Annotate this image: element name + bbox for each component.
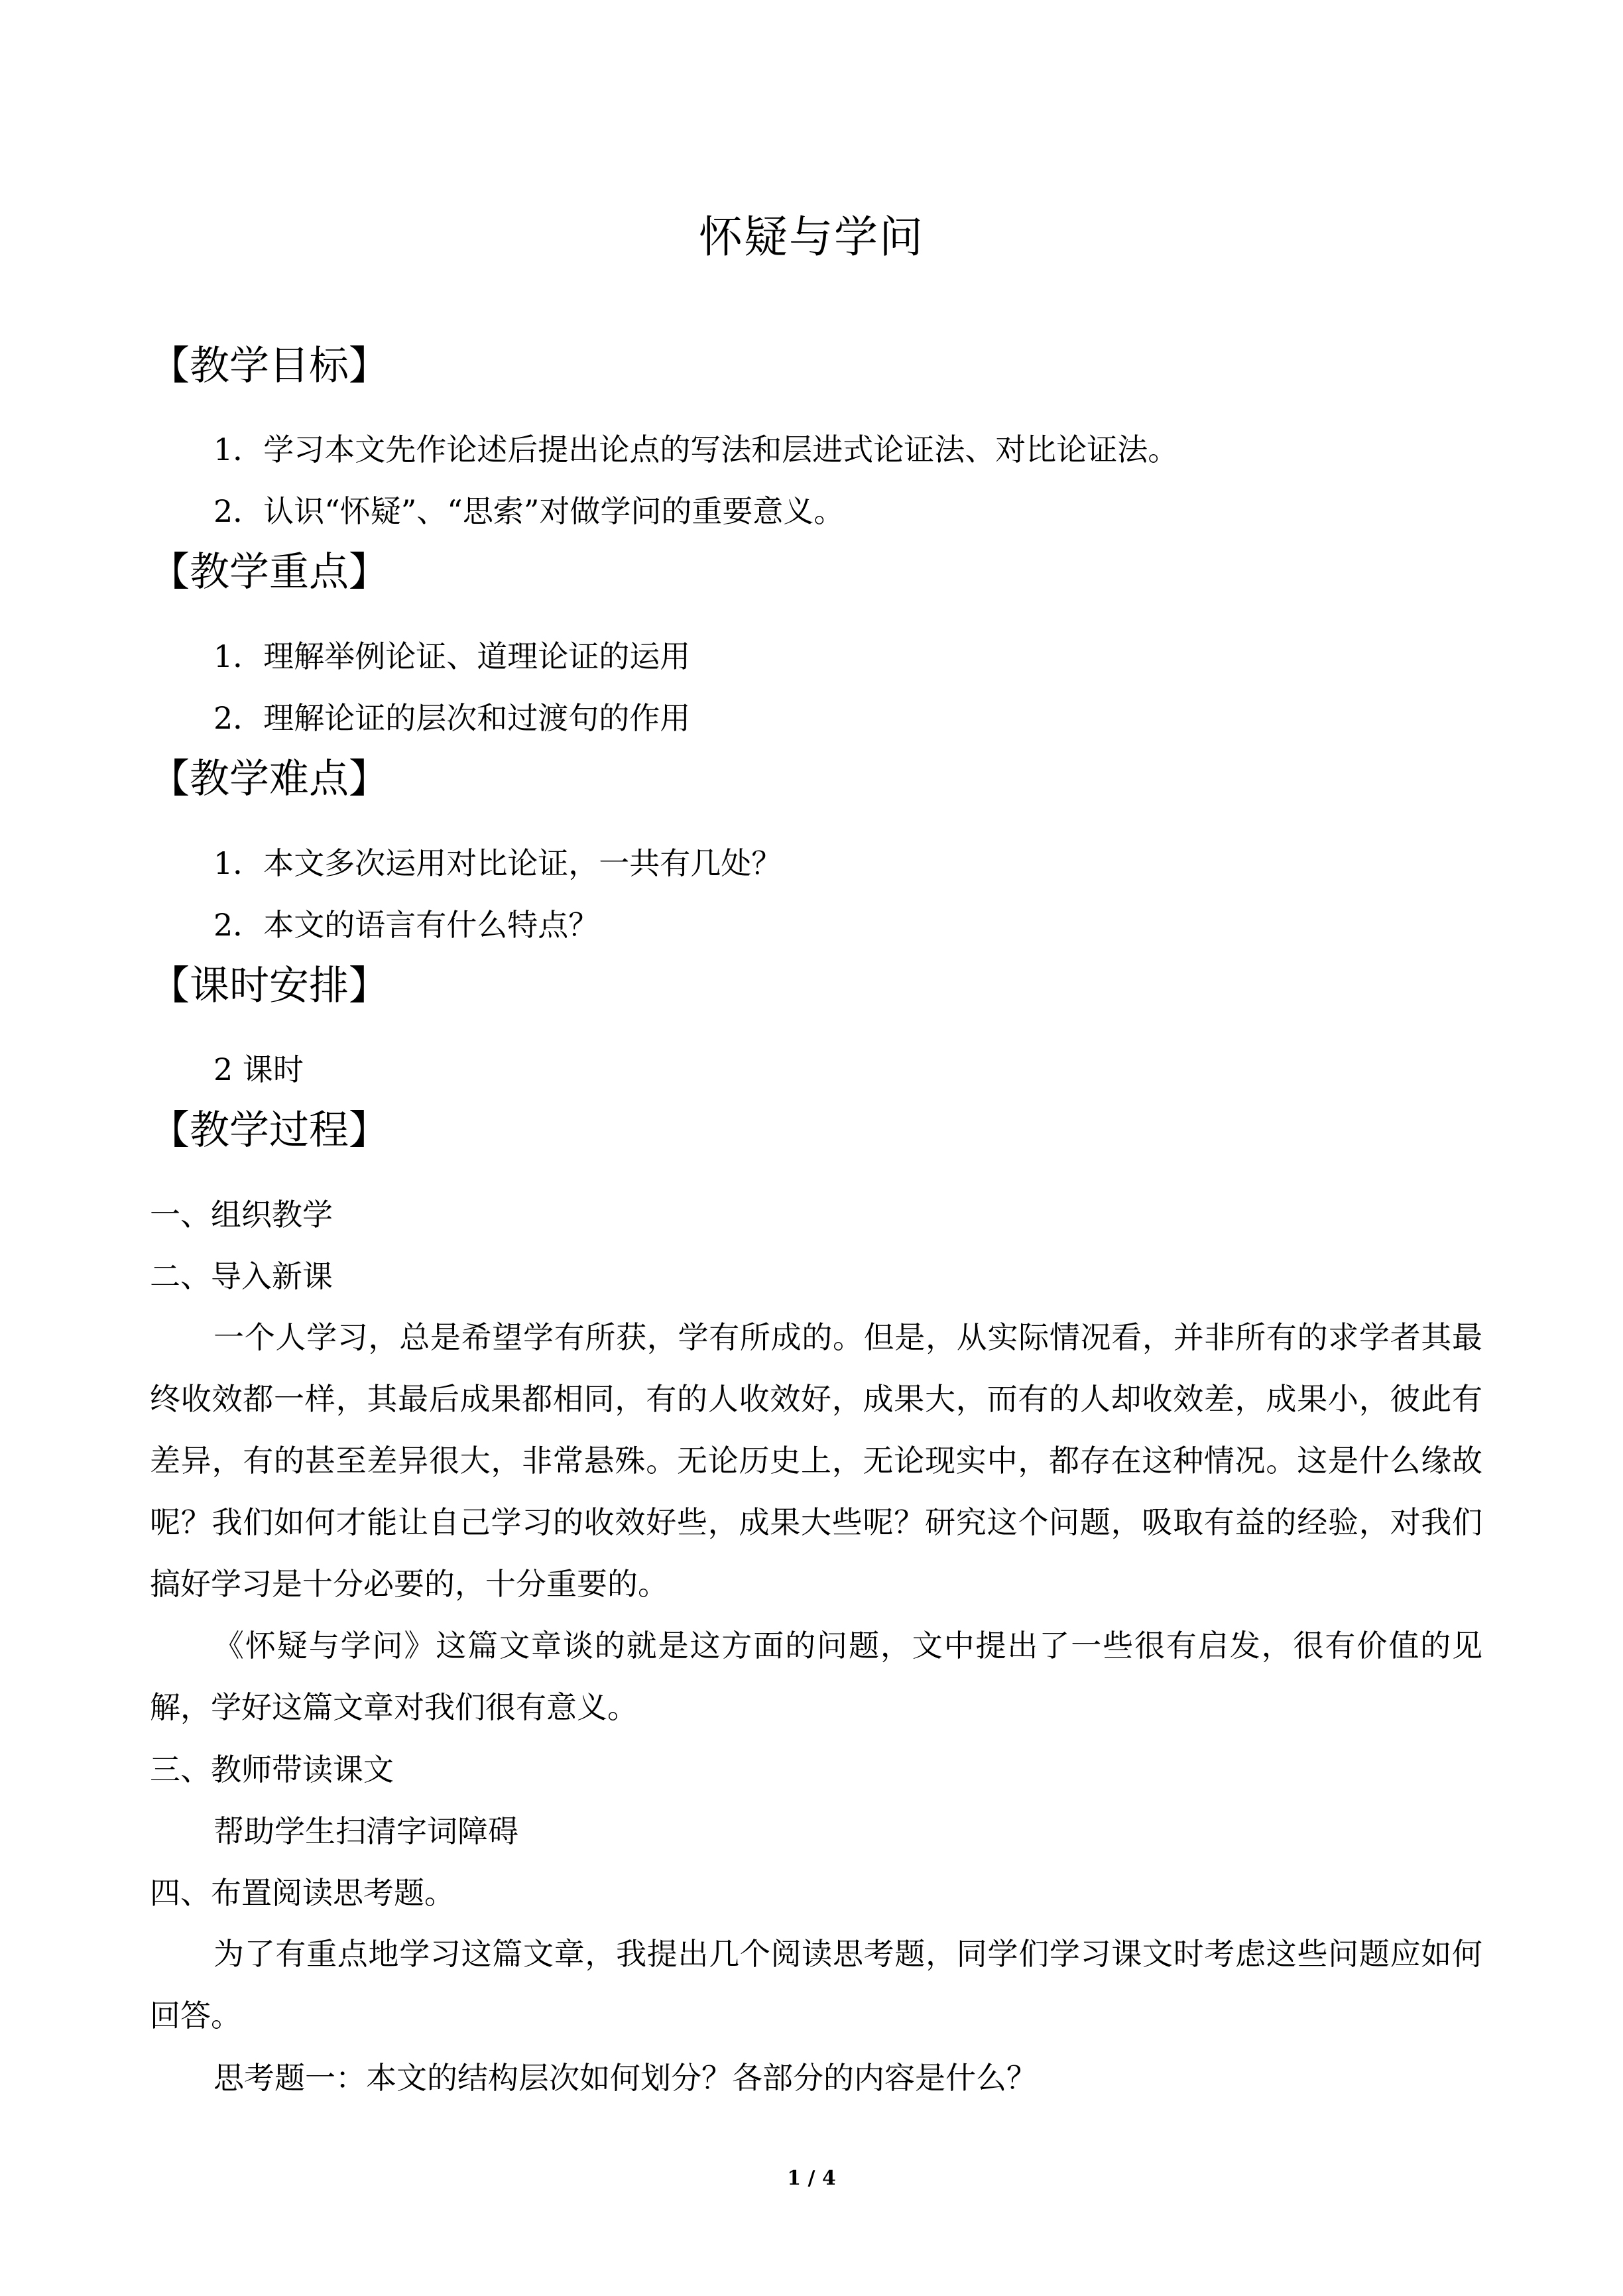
goal-item-2: 2．认识“怀疑”、“思索”对做学问的重要意义。 <box>213 493 845 529</box>
difficulty-item-1: 1．本文多次运用对比论证，一共有几处？ <box>213 845 782 881</box>
key-point-item-2: 2．理解论证的层次和过渡句的作用 <box>213 700 691 736</box>
heading-teaching-process: 【教学过程】 <box>150 1107 389 1154</box>
step-4-paragraph: 为了有重点地学习这篇文章，我提出几个阅读思考题，同学们学习课文时考虑这些问题应如何回答。 <box>150 1936 1482 2033</box>
heading-key-points: 【教学重点】 <box>150 549 389 595</box>
intro-paragraph-2: 《怀疑与学问》这篇文章谈的就是这方面的问题，文中提出了一些很有启发，很有价值的见解，学好这篇文章对我们很有意义。 <box>150 1628 1482 1725</box>
heading-teaching-goals: 【教学目标】 <box>150 343 389 389</box>
schedule-text: 2 课时 <box>213 1052 304 1087</box>
process-step-3-detail: 帮助学生扫清字词障碍 <box>213 1813 518 1849</box>
process-step-3: 三、教师带读课文 <box>150 1752 394 1787</box>
process-step-2: 二、导入新课 <box>150 1258 333 1294</box>
difficulty-item-2: 2．本文的语言有什么特点？ <box>213 907 599 943</box>
process-step-1: 一、组织教学 <box>150 1197 333 1233</box>
page-title: 怀疑与学问 <box>699 211 924 263</box>
intro-paragraph-1: 一个人学习，总是希望学有所获，学有所成的。但是，从实际情况看，并非所有的求学者其最终收效都一样，其最后成果都相同，有的人收效好，成果大，而有的人却收效差，成果小，彼此有差异，有的甚至差异很大，非常悬殊。无论历史上，无论现实中，都存在这种情况。这是什么缘故呢？我们如何才能让自己学习的收效好些，成果大些呢？研究这个问题，吸取有益的经验，对我们搞好学习是十分必要的，十分重要的。 <box>150 1319 1482 1602</box>
question-1: 思考题一：本文的结构层次如何划分？各部分的内容是什么？ <box>213 2060 1037 2096</box>
key-point-item-1: 1．理解举例论证、道理论证的运用 <box>213 638 691 674</box>
page-number: 1 / 4 <box>787 2167 836 2190</box>
goal-item-1: 1．学习本文先作论述后提出论点的写法和层进式论证法、对比论证法。 <box>213 432 1179 467</box>
process-step-4: 四、布置阅读思考题。 <box>150 1875 455 1911</box>
heading-difficulties: 【教学难点】 <box>150 756 389 802</box>
heading-schedule: 【课时安排】 <box>150 963 389 1009</box>
